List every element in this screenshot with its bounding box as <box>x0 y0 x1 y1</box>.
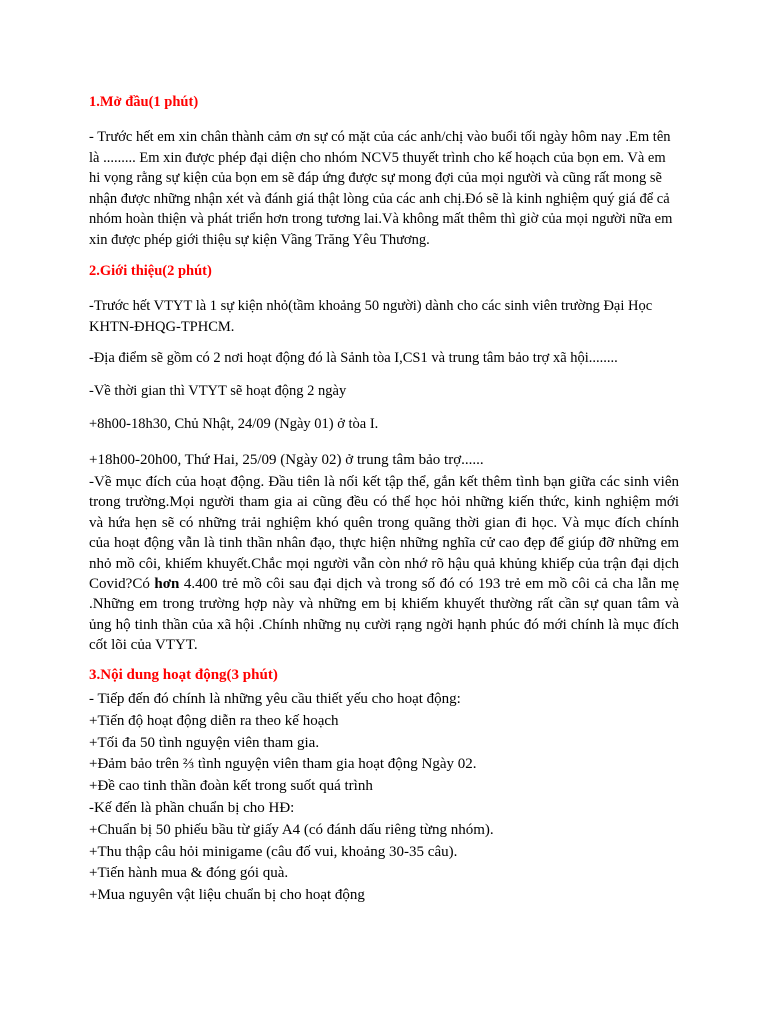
heading-overview: 2.Giới thiệu(2 phút) <box>89 263 212 279</box>
overview-duration: -Về thời gian thì VTYT sẽ hoạt động 2 ngày <box>89 383 347 399</box>
list-item: +Tiến hành mua & đóng gói quà. <box>89 865 289 882</box>
overview-day-one: +8h00-18h30, Chủ Nhật, 24/09 (Ngày 01) ở tòa I. <box>89 416 379 432</box>
list-item: +Chuẩn bị 50 phiếu bầu từ giấy A4 (có đánh dấu riêng từng nhóm). <box>89 821 494 838</box>
overview-event-size: -Trước hết VTYT là 1 sự kiện nhỏ(tầm khoảng 50 người) dành cho các sinh viên trường Đại Học KHTN-ĐHQG-TPHCM. <box>89 298 653 335</box>
list-item: - Tiếp đến đó chính là những yêu cầu thiết yếu cho hoạt động: <box>89 691 461 707</box>
overview-location: -Địa điểm sẽ gồm có 2 nơi hoạt động đó là Sảnh tòa I,CS1 và trung tâm bảo trợ xã hội........ <box>89 350 618 366</box>
list-item: +Mua nguyên vật liệu chuẩn bị cho hoạt động <box>89 887 365 904</box>
list-item: +Tiến độ hoạt động diễn ra theo kế hoạch <box>89 712 339 729</box>
list-item: -Kế đến là phần chuẩn bị cho HĐ: <box>89 799 295 816</box>
list-item: +Tối đa 50 tình nguyện viên tham gia. <box>89 734 320 751</box>
purpose-bold-word: hơn <box>154 576 180 593</box>
intro-paragraph: - Trước hết em xin chân thành cảm ơn sự có mặt của các anh/chị vào buổi tối ngày hôm nay .Em tên là ......... Em xin được phép đại diện cho nhóm NCV5 thuyết trình cho kế hoạch của bọn em. Và em hi vọng rằng sự kiện của bọn em sẽ đáp ứng được sự mong đợi của mọi người và cũng rất mong sẽ nhận được những nhận xét và đánh giá thật lòng của các anh chị.Đó sẽ là kinh nghiệm quý giá để cả nhóm hoàn thiện và phát triển hơn trong tương lai.Và không mất thêm thì giờ của mọi người nữa em xin được phép giới thiệu sự kiện Vầng Trăng Yêu Thương. <box>89 129 673 248</box>
list-item: +Đảm bảo trên ⅔ tình nguyện viên tham gia hoạt động Ngày 02. <box>89 756 477 773</box>
heading-activities: 3.Nội dung hoạt động(3 phút) <box>89 667 278 683</box>
heading-introduction: 1.Mở đầu(1 phút) <box>89 94 199 110</box>
list-item: +Thu thập câu hỏi minigame (câu đố vui, khoảng 30-35 câu). <box>89 843 458 860</box>
overview-day-two: +18h00-20h00, Thứ Hai, 25/09 (Ngày 02) ở trung tâm bảo trợ...... <box>89 452 484 468</box>
list-item: +Đề cao tinh thần đoàn kết trong suốt quá trình <box>89 778 373 795</box>
purpose-text-b: 4.400 trẻ mồ côi sau đại dịch và trong số đó có 193 trẻ em mồ côi cả cha lẫn mẹ .Những em trong trường hợp này và những em bị khiếm khuyết thường rất cần sự quan tâm và ủng hộ tinh thần của xã hội .Chính những nụ cười rạng ngời hạnh phúc đó mới chính là mục đích cốt lõi của VTYT. <box>89 576 679 654</box>
overview-purpose <box>89 472 679 656</box>
purpose-text-a: -Về mục đích của hoạt động. Đầu tiên là nối kết tập thể, gắn kết thêm tình bạn giữa các sinh viên trong trường.Mọi người tham gia ai cũng đều có thể học hỏi những kiến thức, kinh nghiệm mới và hứa hẹn sẽ có những trải nghiệm khó quên trong quãng thời gian đi học. Và mục đích chính của hoạt động vẫn là tinh thần nhân đạo, thực hiện những nghĩa cử cao đẹp để giúp đỡ những em nhỏ mồ côi, khiếm khuyết.Chắc mọi người vẫn còn nhớ rõ hậu quả khủng khiếp của trận đại dịch Covid?Có <box>89 474 679 593</box>
activities-list <box>89 689 689 907</box>
